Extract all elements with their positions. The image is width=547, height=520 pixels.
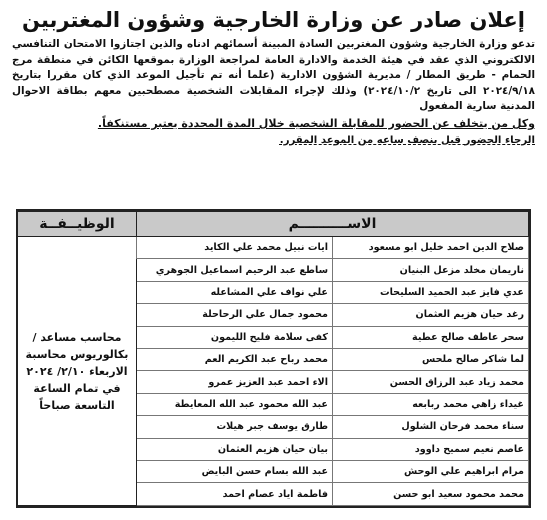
candidate-name: فاطمة اياد عصام احمد [136,483,332,506]
candidate-name: رغد حيان هزيم العثمان [333,304,529,326]
job-description: محاسب مساعد / بكالوريوس محاسبة الاربعاء ٢/١٠/ ٢٠٢٤ في تمام الساعة التاسعة صباحاً [17,237,136,506]
candidate-name: علي نواف علي المشاعله [136,281,332,303]
candidate-name: ساطع عبد الرحيم اسماعيل الجوهري [136,259,332,281]
candidate-name: سناء محمد فرحان الشلول [333,416,529,438]
candidates-table [17,211,529,506]
candidate-name: محمد محمود سعيد ابو حسن [333,483,529,506]
candidate-name: عبد الله بسام حسن البايض [136,461,332,483]
candidate-name: سحر عاطف صالح عطية [333,326,529,348]
table-row [17,237,528,259]
candidate-name: كفى سلامة فليح الليمون [136,326,332,348]
announcement-page [6,5,541,510]
arrival-reminder: الرجاء الحضور قبل بنصف ساعه من الموعد المقرر. [279,134,535,146]
absence-warning: وكل من يتخلف عن الحضور للمقابلة الشخصية خلال المدة المحددة يعتبر مستنكفاً. [97,116,535,130]
candidate-name: عبد الله محمود عبد الله المعايطة [136,393,332,415]
table-header-row [17,212,528,237]
announcement-title: إعلان صادر عن وزارة الخارجية وشؤون المغتربين [22,8,525,32]
candidate-name: طارق يوسف جبر هيلات [136,416,332,438]
candidates-table-frame [16,209,531,508]
candidate-name: محمد زياد عبد الرزاق الحسن [333,371,529,393]
invitation-paragraph: تدعو وزارة الخارجية وشؤون المغتربين السادة المبينة أسمائهم ادناه والذين اجتازوا الامتحان التنافسي الالكتروني الذي عقد في هيئة الخدمة والادارة العامة لمراجعة الوزارة بموقعها الكائن في منطقة مرج الحمام - طريق المطار / مديرية الشؤون الادارية (علما أنه تم تأجيل الموعد الذي كان مقررا بتاريخ ٢٠٢٤/٩/١٨ الى تاريخ ٢٠٢٤/١٠/٢) وذلك لإجراء المقابلات الشخصية مصطحبين معهم بطاقة الاحوال المدنية سارية المفعول [12,38,535,113]
candidate-name: ناريمان مخلد مزعل البنيان [333,259,529,281]
job-column-header: الوظيــفــة [17,212,136,237]
candidate-name: محمود جمال علي الرحاحلة [136,304,332,326]
candidate-name: مرام ابراهيم علي الوحش [333,461,529,483]
candidate-name: ايات نبيل محمد علي الكايد [136,237,332,259]
candidate-name: الاء احمد عبد العزيز عمرو [136,371,332,393]
candidate-name: عدي فايز عبد الحميد السليحات [333,281,529,303]
candidate-name: عاصم نعيم سميح داوود [333,438,529,460]
candidate-name: غيداء زاهي محمد ربابعه [333,393,529,415]
name-column-header: الاســــــــــم [136,212,528,237]
announcement-body [6,37,541,115]
candidate-name: صلاح الدين احمد خليل ابو مسعود [333,237,529,259]
candidate-name: محمد رباح عبد الكريم العم [136,349,332,371]
candidate-name: بيان حيان هزيم العثمان [136,438,332,460]
candidate-name: لما شاكر صالح ملحس [333,349,529,371]
